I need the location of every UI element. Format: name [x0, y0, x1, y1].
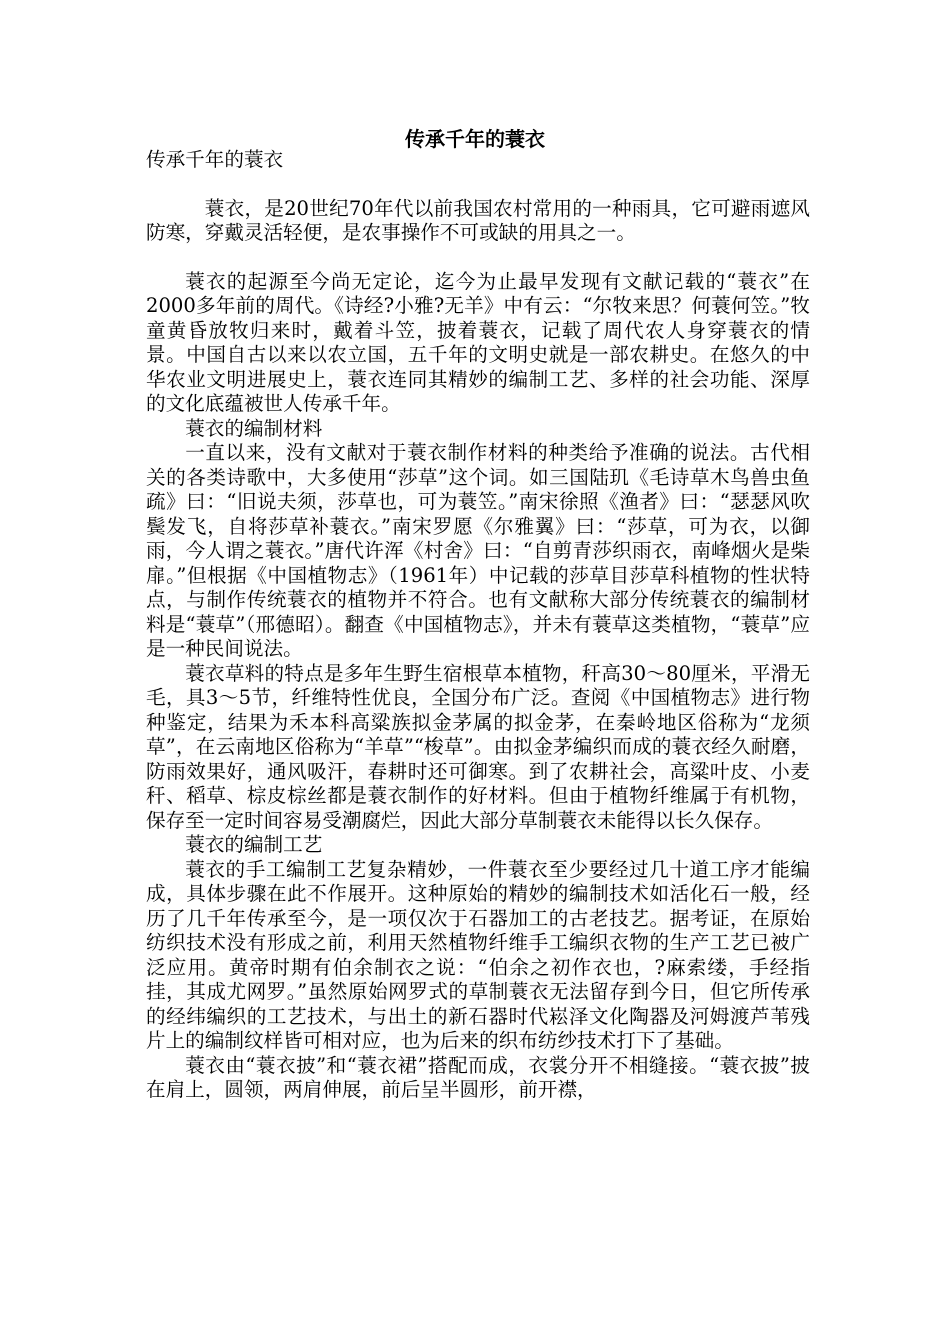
- paragraph-craft: 蓑衣的手工编制工艺复杂精妙，一件蓑衣至少要经过几十道工序才能编成，具体步骤在此不作展开。这种原始的精妙的编制技术如活化石一般，经历了几千年传承至今，是一项仅次于石器加工的古老技艺。据考证，在原始纺织技术没有形成之前，利用天然植物纤维手工编织衣物的生产工艺已被广泛应用。黄帝时期有伯余制衣之说：“伯余之初作衣也，?麻索缕，手经指挂，其成尤网罗。”虽然原始网罗式的草制蓑衣无法留存到今日，但它所传承的经纬编织的工艺技术，与出土的新石器时代崧泽文化陶器及河姆渡芦苇残片上的编制纹样皆可相对应，也为后来的织布纺纱技术打下了基础。: [146, 857, 810, 1052]
- paragraph-grass: 蓑衣草料的特点是多年生野生宿根草本植物，秆高30～80厘米，平滑无毛，具3～5节，纤维特性优良，全国分布广泛。查阅《中国植物志》进行物种鉴定，结果为禾本科高粱族拟金茅属的拟金茅，在秦岭地区俗称为“龙须草”，在云南地区俗称为“羊草”“梭草”。由拟金茅编织而成的蓑衣经久耐磨，防雨效果好，通风吸汗，春耕时还可御寒。到了农耕社会，高粱叶皮、小麦秆、稻草、棕皮棕丝都是蓑衣制作的好材料。但由于植物纤维属于有机物，保存至一定时间容易受潮腐烂，因此大部分草制蓑衣未能得以长久保存。: [146, 661, 810, 832]
- document-title: 传承千年的蓑衣: [405, 127, 545, 151]
- document-body: [146, 148, 810, 1103]
- paragraph-structure: 蓑衣由“蓑衣披”和“蓑衣裙”搭配而成，衣裳分开不相缝接。“蓑衣披”披在肩上，圆领，两肩伸展，前后呈半圆形，前开襟，: [146, 1053, 810, 1101]
- section-heading-craft: 蓑衣的编制工艺: [185, 833, 323, 856]
- paragraph-origin: 蓑衣的起源至今尚无定论，迄今为止最早发现有文献记载的“蓑衣”在2000多年前的周代。《诗经?小雅?无羊》中有云：“尔牧来思？何蓑何笠。”牧童黄昏放牧归来时，戴着斗笠，披着蓑衣，记载了周代农人身穿蓑衣的情景。中国自古以来以农立国，五千年的文明史就是一部农耕史。在悠久的中华农业文明进展史上，蓑衣连同其精妙的编制工艺、多样的社会功能、深厚的文化底蕴被世人传承千年。: [146, 269, 810, 415]
- paragraph-materials: 一直以来，没有文献对于蓑衣制作材料的种类给予准确的说法。古代相关的各类诗歌中，大多使用“莎草”这个词。如三国陆玑《毛诗草木鸟兽虫鱼疏》曰：“旧说夫须，莎草也，可为蓑笠。”南宋徐照《渔者》曰：“瑟瑟风吹鬓发飞，自将莎草补蓑衣。”南宋罗愿《尔雅翼》曰：“莎草，可为衣，以御雨，今人谓之蓑衣。”唐代许浑《村舍》曰：“自剪青莎织雨衣，南峰烟火是柴扉。”但根据《中国植物志》（1961年）中记载的莎草目莎草科植物的性状特点，与制作传统蓑衣的植物并不符合。也有文献称大部分传统蓑衣的编制材料是“蓑草”（邢德昭）。翻查《中国植物志》，并未有蓑草这类植物，“蓑草”应是一种民间说法。: [146, 441, 810, 660]
- paragraph-intro: 蓑衣，是20世纪70年代以前我国农村常用的一种雨具，它可避雨遮风防寒，穿戴灵活轻便，是农事操作不可或缺的用具之一。: [146, 196, 810, 244]
- document-subtitle: 传承千年的蓑衣: [146, 148, 284, 171]
- section-heading-materials: 蓑衣的编制材料: [185, 416, 323, 440]
